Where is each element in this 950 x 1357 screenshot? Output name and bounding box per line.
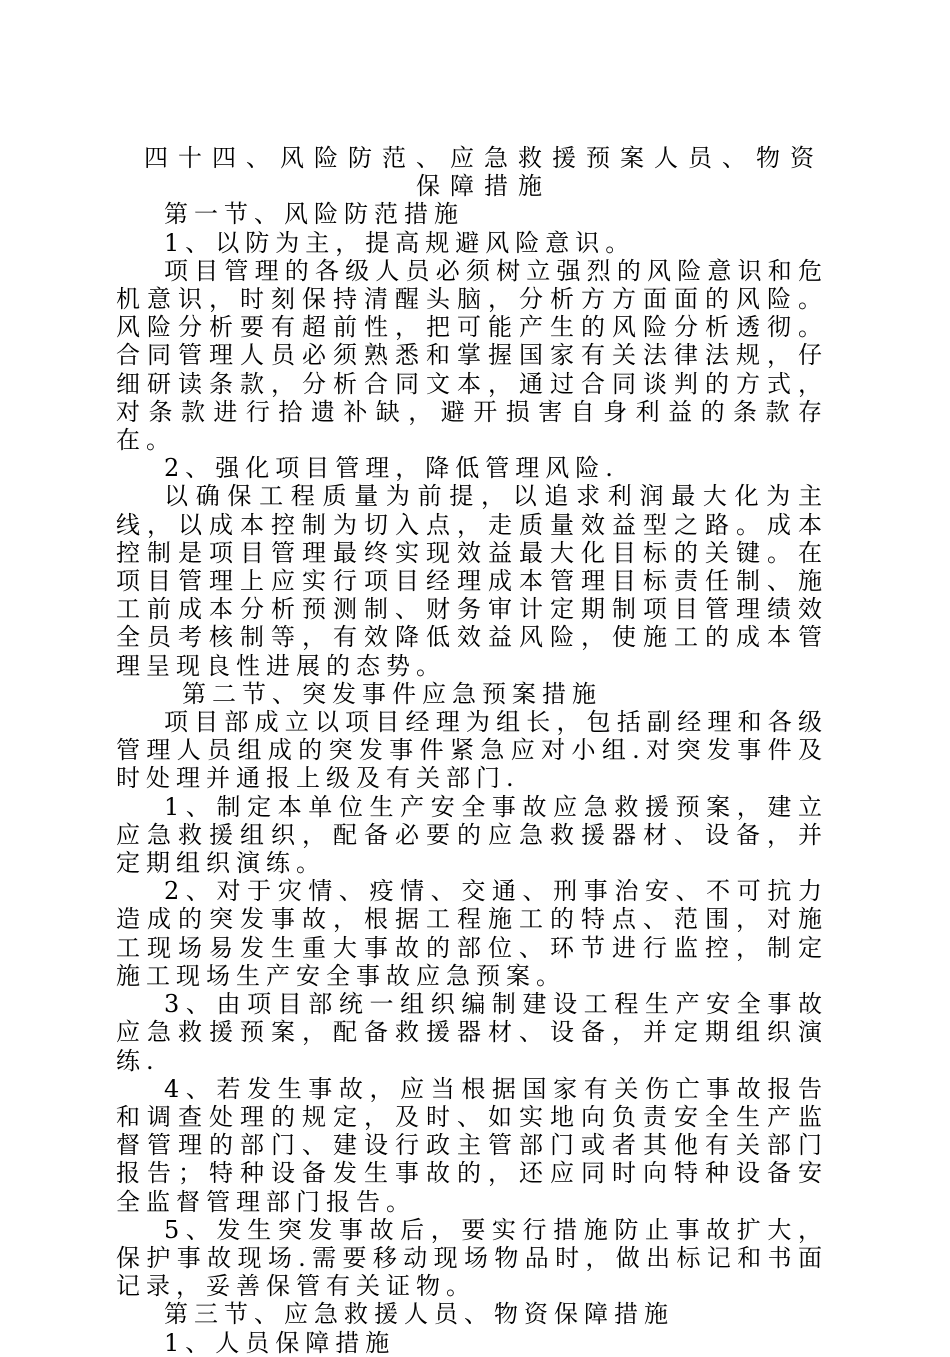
section-2-heading: 第二节、突发事件应急预案措施 [182, 679, 602, 708]
document-title-line-1: 四十四、风险防范、应急救援预案人员、物资 [144, 144, 824, 172]
section-2-item-5: 5、发生突发事故后，要实行措施防止事故扩大，保护事故现场.需要移动现场物品时，做出标记和书面记录，妥善保管有关证物。 [116, 1215, 828, 1301]
section-2-intro: 项目部成立以项目经理为组长，包括副经理和各级管理人员组成的突发事件紧急应对小组.对突发事件及时处理并通报上级及有关部门. [116, 708, 828, 793]
section-2-item-2: 2、对于灾情、疫情、交通、刑事治安、不可抗力造成的突发事故，根据工程施工的特点、范围，对施工现场易发生重大事故的部位、环节进行监控，制定施工现场生产安全事故应急预案。 [116, 877, 828, 990]
document-page [116, 144, 828, 1357]
section-2-item-4: 4、若发生事故，应当根据国家有关伤亡事故报告和调查处理的规定，及时、如实地向负责安全生产监督管理的部门、建设行政主管部门或者其他有关部门报告；特种设备发生事故的，还应同时向特种设备安全监督管理部门报告。 [116, 1074, 828, 1216]
section-2-item-1: 1、制定本单位生产安全事故应急救援预案，建立应急救援组织，配备必要的应急救援器材、设备，并定期组织演练。 [116, 792, 828, 878]
section-1-heading: 第一节、风险防范措施 [164, 200, 464, 229]
section-3-heading: 第三节、应急救援人员、物资保障措施 [164, 1300, 674, 1329]
section-3-item-1-heading: 1、人员保障措施 [164, 1328, 396, 1357]
section-1-item-2-body: 以确保工程质量为前提，以追求利润最大化为主线，以成本控制为切入点，走质量效益型之路。成本控制是项目管理最终实现效益最大化目标的关键。在项目管理上应实行项目经理成本管理目标责任制、施工前成本分析预测制、财务审计定期制项目管理绩效全员考核制等，有效降低效益风险，使施工的成本管理呈现良性进展的态势。 [116, 482, 828, 680]
section-2-item-3: 3、由项目部统一组织编制建设工程生产安全事故应急救援预案，配备救援器材、设备，并定期组织演练. [116, 990, 828, 1075]
section-1-item-2-heading: 2、强化项目管理，降低管理风险. [164, 454, 619, 483]
section-1-item-1-heading: 1、以防为主，提高规避风险意识。 [164, 228, 636, 257]
document-title-line-2: 保障措施 [416, 172, 552, 201]
section-1-item-1-body: 项目管理的各级人员必须树立强烈的风险意识和危机意识，时刻保持清醒头脑，分析方方面面的风险。风险分析要有超前性，把可能产生的风险分析透彻。合同管理人员必须熟悉和掌握国家有关法律法规，仔细研读条款，分析合同文本，通过合同谈判的方式，对条款进行拾遗补缺，避开损害自身利益的条款存在。 [116, 256, 828, 455]
